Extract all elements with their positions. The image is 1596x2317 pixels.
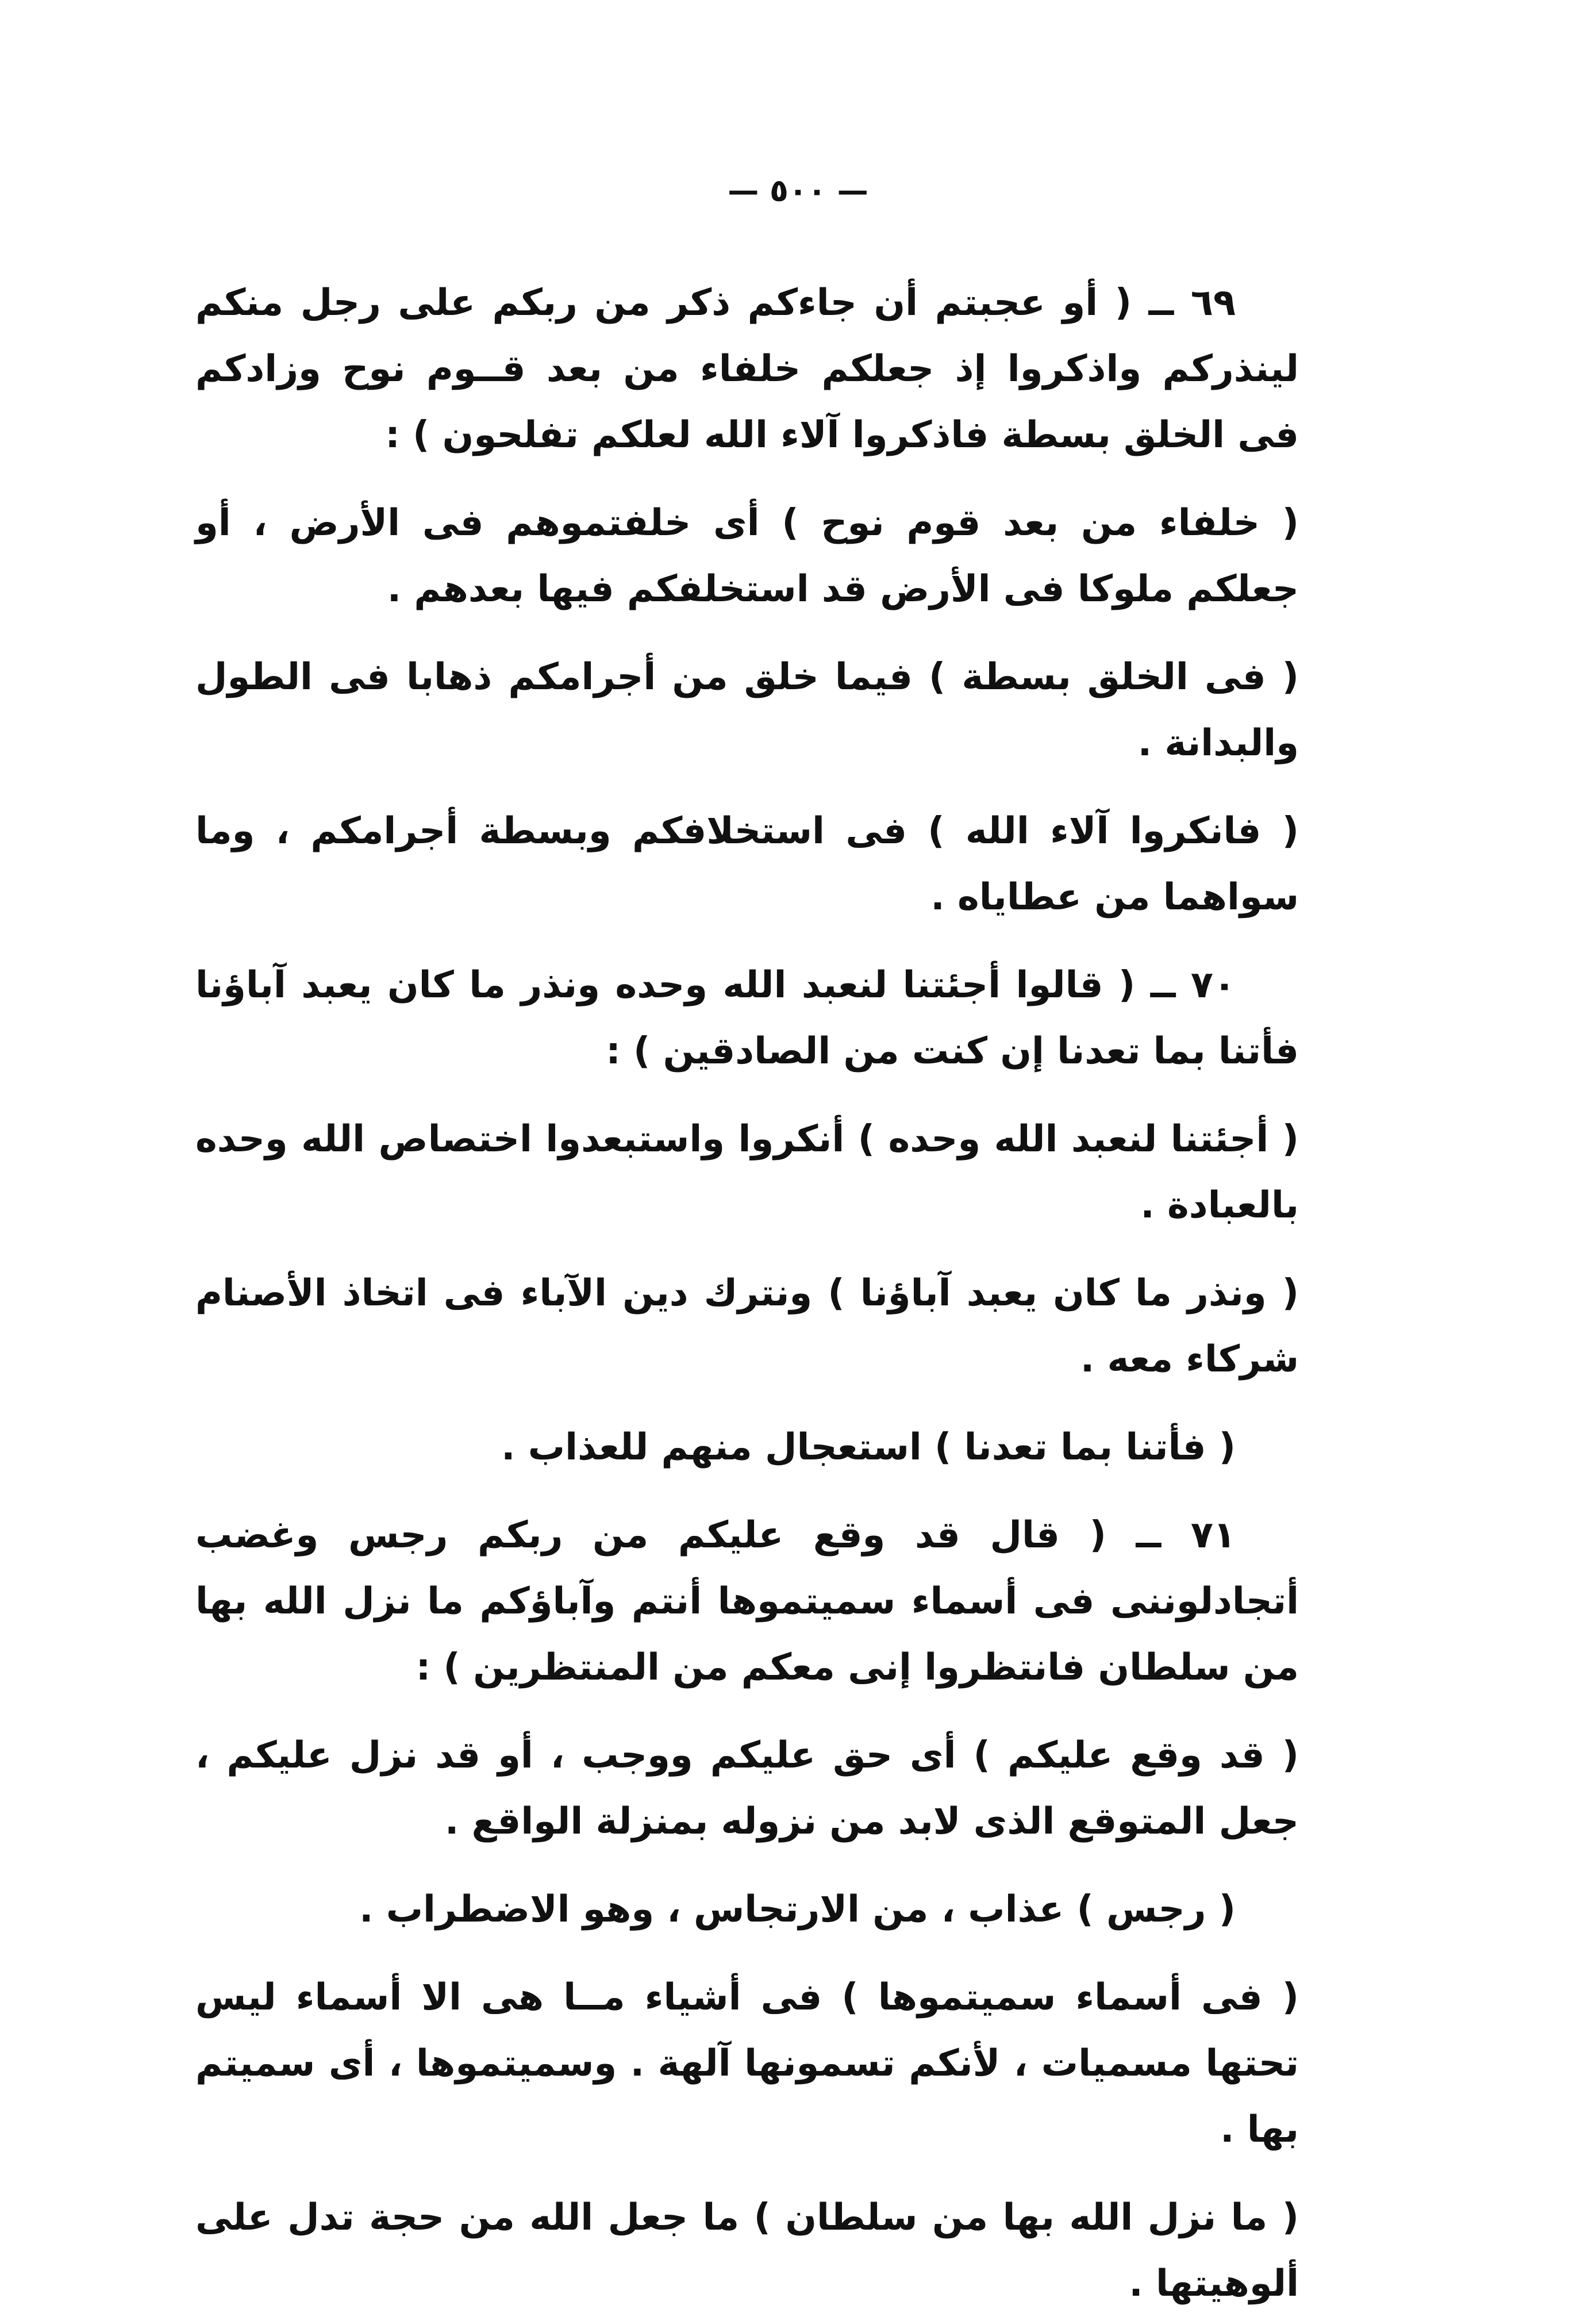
paragraph-verse-70: ٧٠ ــ ( قالوا أجئتنا لنعبد الله وحده ونذر ما كان يعبد آباؤنا فأتنا بما تعدنا إن كنت من الصادقين ) : [195,964,1299,1073]
paragraph-commentary: ( فأتنا بما تعدنا ) استعجال منهم للعذاب . [501,1426,1236,1469]
paragraph-commentary: ( ونذر ما كان يعبد آباؤنا ) ونترك دين الآباء فى اتخاذ الأصنام شركاء معه . [195,1272,1299,1381]
paragraph-commentary: ( فى الخلق بسطة ) فيما خلق من أجرامكم ذهابا فى الطول والبدانة . [195,656,1299,764]
paragraph-verse-71: ٧١ ــ ( قال قد وقع عليكم من ربكم رجس وغضب أتجادلوننى فى أسماء سميتموها أنتم وآباؤكم ما نزل الله بها من سلطان فانتظروا إنى معكم من المنتظرين ) : [195,1514,1299,1689]
paragraph-commentary: ( ما نزل الله بها من سلطان ) ما جعل الله من حجة تدل على ألوهيتها . [195,2196,1299,2305]
paragraph-commentary: ( قد وقع عليكم ) أى حق عليكم ووجب ، أو قد نزل عليكم ، جعل المتوقع الذى لابد من نزوله بمنزلة الواقع . [195,1734,1299,1843]
paragraph-commentary: ( رجس ) عذاب ، من الارتجاس ، وهو الاضطراب . [359,1888,1236,1931]
page-number: — ٥٠٠ — [728,172,868,209]
paragraph-commentary: ( خلفاء من بعد قوم نوح ) أى خلفتموهم فى الأرض ، أو جعلكم ملوكا فى الأرض قد استخلفكم فيها بعدهم . [195,502,1299,610]
paragraph-commentary: ( فى أسماء سميتموها ) فى أشياء مــا هى الا أسماء ليس تحتها مسميات ، لأنكم تسمونها آلهة . وسميتموها ، أى سميتم بها . [195,1976,1299,2151]
paragraph-commentary: ( أجئتنا لنعبد الله وحده ) أنكروا واستبعدوا اختصاص الله وحده بالعبادة . [195,1118,1299,1227]
paragraph-commentary: ( فانكروا آلاء الله ) فى استخلافكم وبسطة أجرامكم ، وما سواهما من عطاياه . [195,810,1299,919]
body-text [195,270,1299,2317]
paragraph-verse-69: ٦٩ ــ ( أو عجبتم أن جاءكم ذكر من ربكم على رجل منكم لينذركم واذكروا إذ جعلكم خلفاء من بعد قــوم نوح وزادكم فى الخلق بسطة فاذكروا آلاء الله لعلكم تفلحون ) : [195,282,1299,456]
